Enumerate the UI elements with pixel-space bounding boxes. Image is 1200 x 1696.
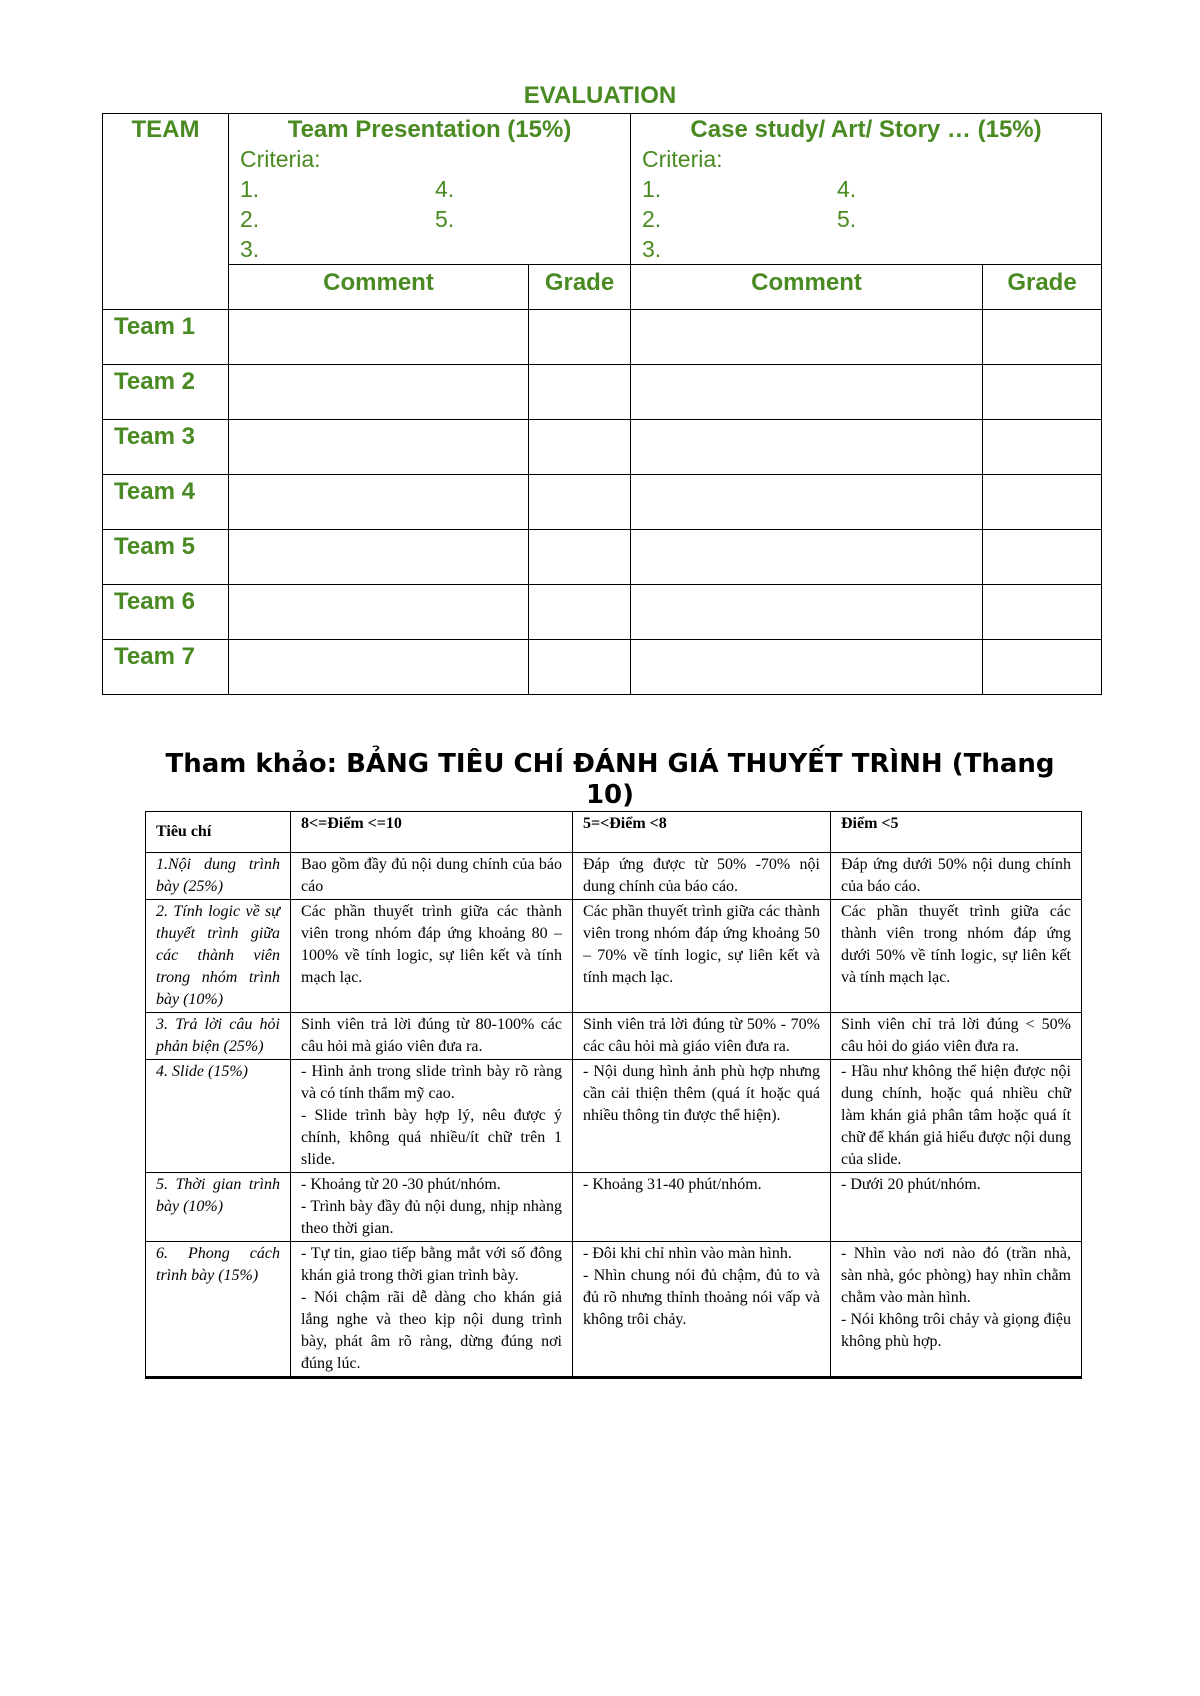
criteria-item: 1.	[642, 176, 662, 202]
grade-cell[interactable]	[529, 310, 631, 365]
rubric-line: - Nhìn vào nơi nào đó (trần nhà, sàn nhà, góc phòng) hay nhìn chằm chằm vào màn hình.	[841, 1245, 1071, 1306]
rubric-line: 3. Trả lời câu hỏi phản biện (25%)	[156, 1016, 280, 1055]
team-row	[103, 585, 1102, 640]
rubric-line: - Hầu như không thể hiện được nội dung chính, hoặc quá nhiều chữ làm khán giả phân tâm hoặc quá ít chữ để khán giả hiểu được nội dung của slide.	[841, 1063, 1071, 1168]
rubric-mid	[573, 1013, 831, 1060]
rubric-high	[291, 853, 573, 900]
team-row	[103, 310, 1102, 365]
grade-cell[interactable]	[529, 475, 631, 530]
rubric-line: - Dưới 20 phút/nhóm.	[841, 1176, 981, 1193]
comment-cell[interactable]	[631, 475, 983, 530]
grade-cell[interactable]	[983, 640, 1102, 695]
grade-cell[interactable]	[529, 530, 631, 585]
team-header: TEAM	[103, 114, 229, 310]
rubric-low	[831, 853, 1082, 900]
rubric-row	[146, 1013, 1082, 1060]
criteria-item: 5.	[837, 206, 857, 232]
rubric-line: Sinh viên trả lời đúng từ 50% - 70% các câu hỏi mà giáo viên đưa ra.	[583, 1016, 820, 1055]
rubric-row	[146, 1060, 1082, 1173]
rubric-line: - Nói không trôi chảy và giọng điệu không phù hợp.	[841, 1311, 1071, 1350]
grade-cell[interactable]	[529, 585, 631, 640]
rubric-line: 5. Thời gian trình bày (10%)	[156, 1176, 280, 1215]
rubric-criterion	[146, 1060, 291, 1173]
comment-cell[interactable]	[229, 585, 529, 640]
comment-cell[interactable]	[631, 420, 983, 475]
rubric-line: Sinh viên trả lời đúng từ 80-100% các câu hỏi mà giáo viên đưa ra.	[301, 1016, 562, 1055]
rubric-line: - Slide trình bày hợp lý, nêu được ý chính, không quá nhiều/ít chữ trên 1 slide.	[301, 1107, 562, 1168]
rubric-line: Bao gồm đầy đủ nội dung chính của báo cáo	[301, 856, 562, 895]
rubric-line: - Nội dung hình ảnh phù hợp nhưng cần cải thiện thêm (quá ít hoặc quá nhiều thông tin được thể hiện).	[583, 1063, 820, 1124]
criteria-item: 1.	[240, 176, 260, 202]
grade-cell[interactable]	[983, 585, 1102, 640]
rubric-low	[831, 1173, 1082, 1242]
rubric-low	[831, 1060, 1082, 1173]
team-label: Team 3	[103, 420, 229, 475]
rubric-line: - Tự tin, giao tiếp bằng mắt với số đông khán giả trong thời gian trình bày.	[301, 1245, 562, 1284]
rubric-line: - Trình bày đầy đủ nội dung, nhịp nhàng theo thời gian.	[301, 1198, 562, 1237]
rubric-criterion	[146, 900, 291, 1013]
rubric-high	[291, 1242, 573, 1378]
comment-header: Comment	[631, 265, 983, 310]
rubric-criterion	[146, 1173, 291, 1242]
rubric-line: - Khoảng 31-40 phút/nhóm.	[583, 1176, 762, 1193]
comment-cell[interactable]	[229, 420, 529, 475]
rubric-mid	[573, 853, 831, 900]
presentation-title: Team Presentation (15%)	[287, 116, 572, 143]
criteria-item: 4.	[837, 176, 857, 202]
comment-header: Comment	[229, 265, 529, 310]
grade-cell[interactable]	[983, 475, 1102, 530]
comment-cell[interactable]	[631, 585, 983, 640]
grade-cell[interactable]	[529, 640, 631, 695]
comment-cell[interactable]	[631, 365, 983, 420]
rubric-low	[831, 1013, 1082, 1060]
rubric-line: 6. Phong cách trình bày (15%)	[156, 1245, 280, 1284]
rubric-row	[146, 1173, 1082, 1242]
rubric-line: Đáp ứng dưới 50% nội dung chính của báo cáo.	[841, 856, 1071, 895]
criteria-item: 3.	[642, 236, 662, 262]
rubric-mid	[573, 1060, 831, 1173]
grade-cell[interactable]	[983, 365, 1102, 420]
criteria-item: 2.	[642, 206, 662, 232]
team-row	[103, 530, 1102, 585]
team-label: Team 7	[103, 640, 229, 695]
rubric-row	[146, 1242, 1082, 1378]
criteria-item: 5.	[435, 206, 455, 232]
rubric-row	[146, 900, 1082, 1013]
rubric-line: Sinh viên chỉ trả lời đúng < 50% câu hỏi do giáo viên đưa ra.	[841, 1016, 1071, 1055]
rubric-line: - Nhìn chung nói đủ chậm, đủ to và đủ rõ nhưng thỉnh thoảng nói vấp và không trôi chảy.	[583, 1267, 820, 1328]
rubric-low	[831, 1242, 1082, 1378]
grade-cell[interactable]	[983, 420, 1102, 475]
rubric-line: Các phần thuyết trình giữa các thành viên trong nhóm đáp ứng khoảng 50 – 70% về tính logic, sự liên kết và tính mạch lạc.	[583, 903, 820, 986]
rubric-line: - Đôi khi chỉ nhìn vào màn hình.	[583, 1245, 792, 1262]
team-row	[103, 475, 1102, 530]
rubric-high	[291, 1173, 573, 1242]
criteria-item: 2.	[240, 206, 260, 232]
criteria-item: 4.	[435, 176, 455, 202]
team-label: Team 1	[103, 310, 229, 365]
evaluation-title: EVALUATION	[523, 82, 677, 109]
rubric-mid	[573, 900, 831, 1013]
grade-header: Grade	[529, 265, 631, 310]
rubric-low	[831, 900, 1082, 1013]
grade-cell[interactable]	[983, 530, 1102, 585]
rubric-criterion	[146, 1242, 291, 1378]
rubric-table	[145, 811, 1082, 1379]
comment-cell[interactable]	[631, 640, 983, 695]
rubric-line: - Nói chậm rãi dễ dàng cho khán giả lắng nghe và theo kịp nội dung trình bày, phát âm rõ ràng, dừng đúng nơi đúng lúc.	[301, 1289, 562, 1372]
case-study-criteria	[631, 144, 1101, 264]
rubric-header-criterion: Tiêu chí	[146, 812, 291, 853]
rubric-header-low: Điểm <5	[831, 812, 1082, 853]
comment-cell[interactable]	[229, 365, 529, 420]
case-study-header-cell	[631, 114, 1102, 265]
comment-cell[interactable]	[229, 640, 529, 695]
rubric-line: Các phần thuyết trình giữa các thành viên trong nhóm đáp ứng khoảng 80 – 100% về tính logic, sự liên kết và tính mạch lạc.	[301, 903, 562, 986]
case-study-title: Case study/ Art/ Story … (15%)	[690, 116, 1042, 143]
criteria-label: Criteria:	[642, 146, 723, 172]
rubric-mid	[573, 1242, 831, 1378]
presentation-criteria	[229, 144, 630, 264]
reference-title: Tham khảo: BẢNG TIÊU CHÍ ĐÁNH GIÁ THUYẾT TRÌNH (Thang 10)	[165, 749, 1055, 810]
rubric-high	[291, 1060, 573, 1173]
rubric-mid	[573, 1173, 831, 1242]
rubric-high	[291, 1013, 573, 1060]
rubric-line: - Khoảng từ 20 -30 phút/nhóm.	[301, 1176, 501, 1193]
team-label: Team 4	[103, 475, 229, 530]
team-label: Team 5	[103, 530, 229, 585]
comment-cell[interactable]	[631, 530, 983, 585]
team-label: Team 2	[103, 365, 229, 420]
evaluation-table	[102, 113, 1102, 695]
grade-cell[interactable]	[529, 420, 631, 475]
grade-header: Grade	[983, 265, 1102, 310]
rubric-line: 1.Nội dung trình bày (25%)	[156, 856, 280, 895]
rubric-high	[291, 900, 573, 1013]
criteria-label: Criteria:	[240, 146, 321, 172]
team-row	[103, 365, 1102, 420]
rubric-header-mid: 5=<Điểm <8	[573, 812, 831, 853]
rubric-header-high: 8<=Điểm <=10	[291, 812, 573, 853]
team-label: Team 6	[103, 585, 229, 640]
criteria-item: 3.	[240, 236, 260, 262]
comment-cell[interactable]	[229, 310, 529, 365]
grade-cell[interactable]	[529, 365, 631, 420]
rubric-header-row	[146, 812, 1082, 853]
comment-cell[interactable]	[229, 475, 529, 530]
presentation-header-cell	[229, 114, 631, 265]
grade-cell[interactable]	[983, 310, 1102, 365]
rubric-line: 2. Tính logic về sự thuyết trình giữa các thành viên trong nhóm trình bày (10%)	[156, 903, 280, 1008]
team-row	[103, 640, 1102, 695]
rubric-criterion	[146, 853, 291, 900]
rubric-line: Đáp ứng được từ 50% -70% nội dung chính của báo cáo.	[583, 856, 820, 895]
rubric-line: 4. Slide (15%)	[156, 1063, 248, 1080]
rubric-line: Các phần thuyết trình giữa các thành viên trong nhóm đáp ứng dưới 50% về tính logic, sự liên kết và tính mạch lạc.	[841, 903, 1071, 986]
comment-cell[interactable]	[229, 530, 529, 585]
comment-cell[interactable]	[631, 310, 983, 365]
rubric-line: - Hình ảnh trong slide trình bày rõ ràng và có tính thẩm mỹ cao.	[301, 1063, 562, 1102]
rubric-row	[146, 853, 1082, 900]
rubric-criterion	[146, 1013, 291, 1060]
team-row	[103, 420, 1102, 475]
